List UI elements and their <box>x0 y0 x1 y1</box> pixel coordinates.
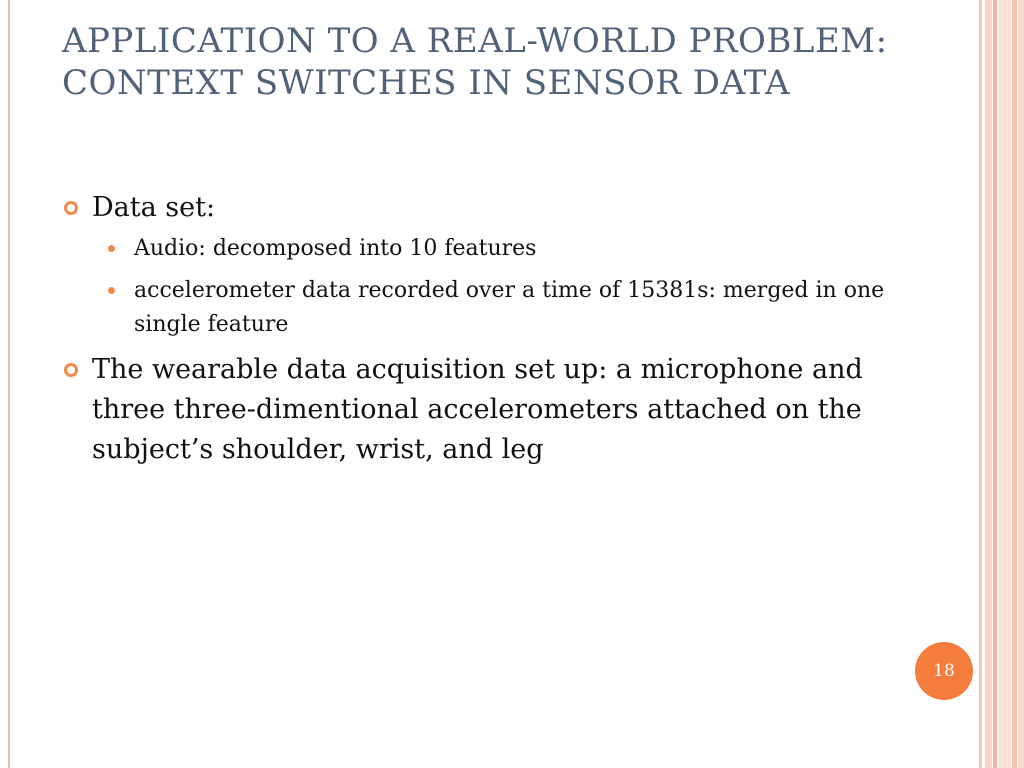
page-number-badge: 18 <box>915 642 973 700</box>
sub-bullet-item <box>62 232 942 266</box>
bullet-text: Data set: <box>92 192 216 223</box>
sub-bullet-text: accelerometer data recorded over a time of 15381s: merged in one single feature <box>134 278 885 337</box>
decorative-stripe <box>1018 0 1024 768</box>
left-frame-line <box>8 0 10 768</box>
sub-bullet-text: Audio: decomposed into 10 features <box>134 236 537 261</box>
bullet-item <box>62 350 942 470</box>
sub-bullet-item <box>62 274 942 342</box>
sub-bullet-list <box>62 232 942 342</box>
bullet-text: The wearable data acquisition set up: a microphone and three three-dimentional accelerometers attached on the subject’s shoulder, wrist, and leg <box>92 354 863 465</box>
decorative-stripe <box>979 0 982 768</box>
hollow-circle-icon <box>64 201 78 215</box>
decorative-stripe <box>999 0 1011 768</box>
decorative-stripe <box>1012 0 1017 768</box>
hollow-circle-icon <box>64 363 78 377</box>
slide-content <box>62 188 942 474</box>
bullet-item <box>62 188 942 228</box>
decorative-stripe <box>993 0 997 768</box>
slide-title: APPLICATION TO A REAL-WORLD PROBLEM: CONTEXT SWITCHES IN SENSOR DATA <box>62 21 888 103</box>
filled-dot-icon <box>108 287 115 294</box>
filled-dot-icon <box>108 245 115 252</box>
decorative-stripe <box>985 0 992 768</box>
